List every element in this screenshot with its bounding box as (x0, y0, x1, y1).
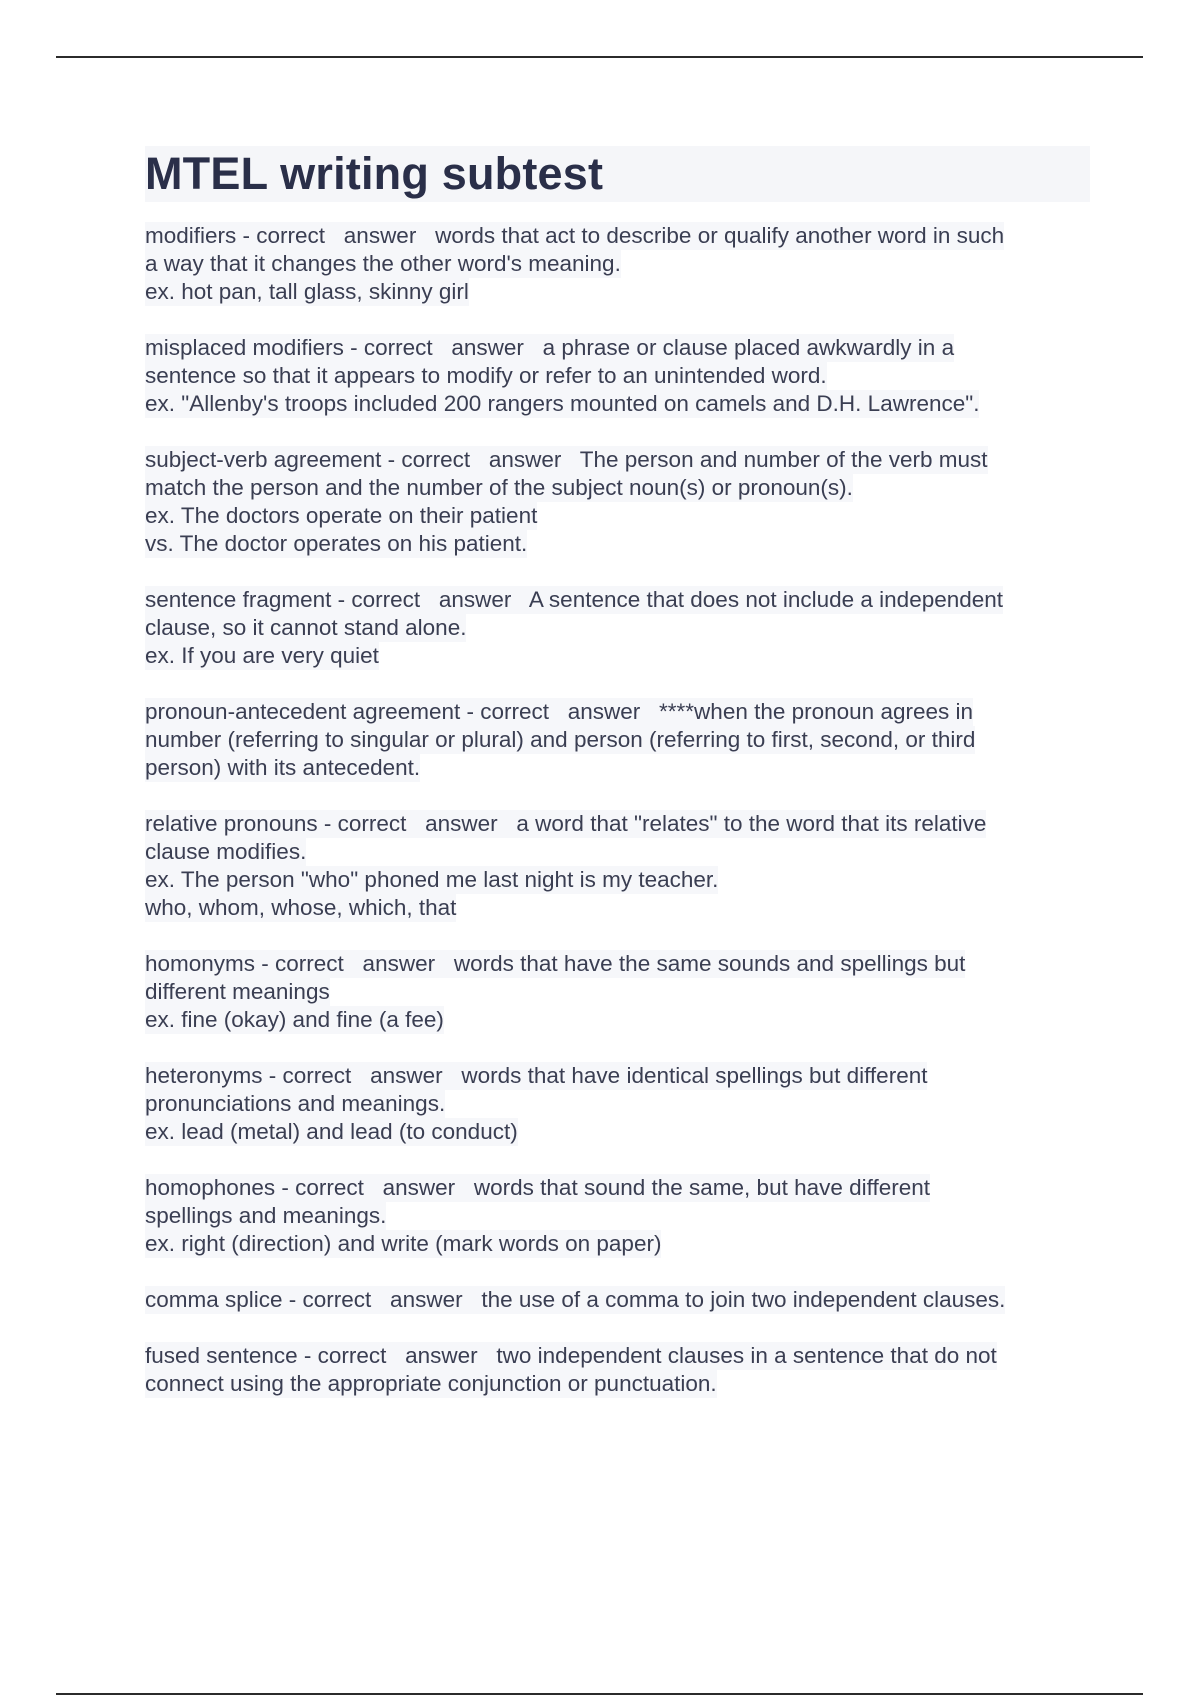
entry-line: sentence fragment - correct answer A sentence that does not include a independent (145, 587, 1004, 612)
entry-line: ex. fine (okay) and fine (a fee) (145, 1007, 444, 1032)
entry-line: subject-verb agreement - correct answer The person and number of the verb must (145, 447, 988, 472)
flashcard-entry-fused-sentence (145, 1342, 1090, 1398)
entry-line: connect using the appropriate conjunction or punctuation. (145, 1371, 717, 1396)
flashcard-entry-heteronyms (145, 1062, 1090, 1146)
flashcard-entry-homophones (145, 1174, 1090, 1258)
entry-line: ex. lead (metal) and lead (to conduct) (145, 1119, 518, 1144)
page-title: MTEL writing subtest (145, 146, 1090, 202)
entry-line: homophones - correct answer words that sound the same, but have different (145, 1175, 931, 1200)
entry-line: heteronyms - correct answer words that have identical spellings but different (145, 1063, 928, 1088)
entry-line: fused sentence - correct answer two independent clauses in a sentence that do not (145, 1343, 997, 1368)
entry-line: a way that it changes the other word's meaning. (145, 251, 621, 276)
entry-line: ex. "Allenby's troops included 200 rangers mounted on camels and D.H. Lawrence". (145, 391, 980, 416)
entry-line: different meanings (145, 979, 330, 1004)
entry-line: clause, so it cannot stand alone. (145, 615, 467, 640)
entry-line: comma splice - correct answer the use of a comma to join two independent clauses. (145, 1287, 1006, 1312)
entry-line: homonyms - correct answer words that have the same sounds and spellings but (145, 951, 966, 976)
flashcard-entry-pronoun-antecedent-agreement (145, 698, 1090, 782)
entry-line: sentence so that it appears to modify or refer to an unintended word. (145, 363, 827, 388)
entry-line: ex. The doctors operate on their patient (145, 503, 538, 528)
entry-line: vs. The doctor operates on his patient. (145, 531, 528, 556)
flashcard-entry-misplaced-modifiers (145, 334, 1090, 418)
entry-line: modifiers - correct answer words that act to describe or qualify another word in such (145, 223, 1005, 248)
entry-line: person) with its antecedent. (145, 755, 421, 780)
flashcard-entry-homonyms (145, 950, 1090, 1034)
flashcard-entry-subject-verb-agreement (145, 446, 1090, 558)
entry-line: who, whom, whose, which, that (145, 895, 457, 920)
entry-line: spellings and meanings. (145, 1203, 387, 1228)
entry-line: clause modifies. (145, 839, 307, 864)
entry-line: ex. hot pan, tall glass, skinny girl (145, 279, 469, 304)
flashcard-entry-comma-splice (145, 1286, 1090, 1314)
entry-line: pronunciations and meanings. (145, 1091, 446, 1116)
flashcard-entry-modifiers (145, 222, 1090, 306)
flashcard-list (145, 222, 1090, 1398)
entry-line: relative pronouns - correct answer a word that "relates" to the word that its relative (145, 811, 987, 836)
flashcard-entry-relative-pronouns (145, 810, 1090, 922)
entry-line: number (referring to singular or plural) and person (referring to first, second, or third (145, 727, 976, 752)
entry-line: ex. If you are very quiet (145, 643, 379, 668)
entry-line: misplaced modifiers - correct answer a phrase or clause placed awkwardly in a (145, 335, 955, 360)
flashcard-entry-sentence-fragment (145, 586, 1090, 670)
entry-line: pronoun-antecedent agreement - correct answer ****when the pronoun agrees in (145, 699, 974, 724)
entry-line: ex. The person "who" phoned me last night is my teacher. (145, 867, 719, 892)
bottom-divider (56, 1693, 1143, 1695)
entry-line: ex. right (direction) and write (mark words on paper) (145, 1231, 662, 1256)
entry-line: match the person and the number of the subject noun(s) or pronoun(s). (145, 475, 853, 500)
top-divider (56, 56, 1143, 58)
page-content (145, 146, 1090, 1426)
